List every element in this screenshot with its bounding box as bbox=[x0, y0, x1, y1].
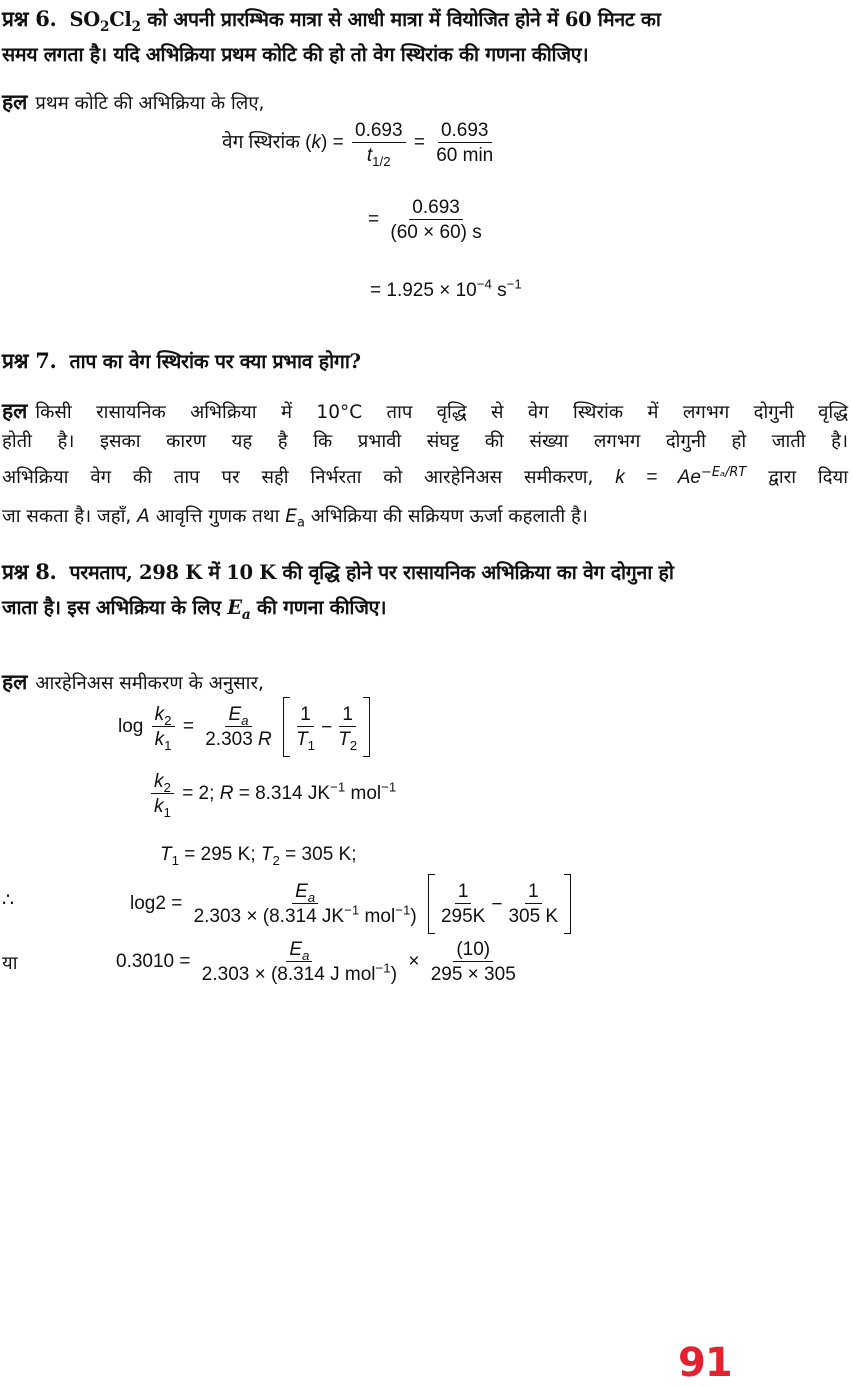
text: mol bbox=[359, 906, 396, 927]
unit: s bbox=[491, 280, 507, 301]
text: = 8.314 JK bbox=[233, 783, 331, 805]
text: ) bbox=[410, 906, 417, 927]
eq-lhs: वेग स्थिरांक ( bbox=[222, 132, 312, 154]
text: अभिक्रिया की सक्रियण ऊर्जा कहलाती है। bbox=[304, 506, 588, 527]
exponent: −4 bbox=[476, 276, 492, 292]
equation-result bbox=[370, 276, 522, 301]
fraction bbox=[433, 121, 496, 165]
solution-8-intro bbox=[2, 671, 264, 694]
result-value: = 1.925 × 10 bbox=[370, 280, 477, 301]
text: mol bbox=[345, 783, 382, 805]
e: E bbox=[228, 704, 242, 725]
page-number: 91 bbox=[678, 1340, 732, 1386]
equation-arrhenius-log bbox=[118, 697, 370, 757]
numerator bbox=[292, 882, 318, 904]
denominator bbox=[293, 727, 318, 753]
sub: 1 bbox=[171, 852, 180, 868]
left-bracket bbox=[428, 874, 435, 934]
therefore-symbol: ∴ bbox=[2, 890, 15, 911]
formula-so: SO bbox=[69, 8, 100, 31]
question-6-label: प्रश्न 6. bbox=[2, 6, 57, 31]
eq-lhs-close: ) = bbox=[321, 132, 344, 154]
t: t bbox=[366, 145, 373, 166]
numerator: 0.693 bbox=[409, 198, 463, 220]
solution-label: हल bbox=[2, 89, 28, 114]
sub: a bbox=[307, 889, 316, 905]
t: T bbox=[296, 729, 308, 750]
fraction bbox=[505, 882, 561, 926]
equation-ratio-and-r bbox=[148, 771, 397, 820]
solution-7-line-1 bbox=[2, 400, 848, 423]
fraction bbox=[152, 704, 175, 753]
numerator: 0.693 bbox=[352, 121, 406, 143]
bracket-group bbox=[428, 874, 571, 934]
t: T bbox=[160, 844, 172, 865]
text: 2.303 × (8.314 JK bbox=[193, 906, 345, 927]
numerator bbox=[225, 705, 251, 727]
sub: a bbox=[302, 947, 310, 963]
symbol-e: E bbox=[227, 596, 242, 619]
equation-log2 bbox=[130, 874, 571, 934]
minus: − bbox=[491, 893, 503, 915]
sub: 1 bbox=[163, 804, 171, 820]
symbol-a: A bbox=[137, 506, 150, 527]
text: = 2; bbox=[182, 783, 220, 805]
exp: −1 bbox=[375, 960, 391, 976]
equation-temperatures bbox=[160, 844, 357, 868]
fraction bbox=[438, 882, 488, 926]
e: E bbox=[289, 939, 303, 960]
text: ) bbox=[390, 964, 398, 985]
eq-k: k bbox=[311, 132, 322, 154]
numerator: 1 bbox=[339, 705, 356, 727]
denominator bbox=[151, 794, 174, 820]
half: 1/2 bbox=[372, 153, 391, 169]
numerator bbox=[152, 705, 175, 727]
arrhenius-equation: k = Ae bbox=[615, 467, 701, 488]
denominator bbox=[335, 727, 360, 753]
times: × bbox=[408, 951, 420, 973]
question-7-text: ताप का वेग स्थिरांक पर क्या प्रभाव होगा? bbox=[69, 350, 361, 373]
equation-rate-constant bbox=[222, 120, 499, 169]
exponent: −1 bbox=[381, 779, 397, 795]
question-6-line-1 bbox=[2, 6, 661, 35]
text: द्वारा दिया bbox=[746, 467, 848, 488]
minus: − bbox=[321, 716, 333, 738]
subscript: a bbox=[241, 606, 251, 623]
fraction bbox=[202, 705, 275, 749]
denominator: 295K bbox=[440, 906, 486, 927]
solution-8-intro-text: आरहेनिअस समीकरण के अनुसार, bbox=[35, 673, 264, 694]
sub: 2 bbox=[349, 737, 358, 753]
fraction bbox=[352, 120, 406, 169]
log: log bbox=[118, 716, 144, 738]
numerator: 1 bbox=[455, 882, 472, 904]
sub: 2 bbox=[164, 712, 172, 728]
numerator bbox=[286, 940, 312, 962]
exp: −1 bbox=[344, 902, 360, 918]
fraction bbox=[151, 771, 174, 820]
fraction bbox=[191, 882, 420, 926]
subscript: a bbox=[296, 515, 305, 531]
fraction bbox=[199, 940, 400, 984]
question-7 bbox=[2, 350, 361, 372]
question-8-label: प्रश्न 8. bbox=[2, 559, 57, 584]
exp: −1 bbox=[395, 902, 411, 918]
question-8-text: परमताप, 298 K में 10 K की वृद्धि होने पर रासायनिक अभिक्रिया का वेग दोगुना हो bbox=[69, 561, 674, 584]
denominator bbox=[152, 727, 175, 753]
fraction bbox=[335, 704, 360, 753]
r: R bbox=[219, 783, 234, 805]
e: E bbox=[295, 881, 308, 902]
text: की गणना कीजिए। bbox=[250, 596, 387, 619]
denominator: (60 × 60) s bbox=[390, 222, 482, 243]
sub: 1 bbox=[307, 737, 316, 753]
sub: a bbox=[241, 712, 249, 728]
denominator bbox=[364, 143, 394, 169]
question-6-text: को अपनी प्रारम्भिक मात्रा से आधी मात्रा में वियोजित होने में 60 मिनट का bbox=[140, 8, 661, 31]
solution-label: हल bbox=[2, 398, 28, 423]
formula-sub: 2 bbox=[131, 18, 141, 35]
numerator: 1 bbox=[525, 882, 542, 904]
solution-7-line-4 bbox=[2, 506, 588, 531]
solution-7-line-3 bbox=[2, 464, 848, 488]
text: जा सकता है। जहाँ, bbox=[2, 506, 138, 527]
exponent: −Eₐ/RT bbox=[700, 464, 747, 480]
equation-0-3010 bbox=[116, 940, 522, 984]
fraction bbox=[428, 940, 519, 984]
denominator: 295 × 305 bbox=[430, 964, 516, 985]
k: k bbox=[154, 729, 165, 750]
text: अभिक्रिया वेग की ताप पर सही निर्भरता को आरहेनिअस समीकरण, bbox=[2, 467, 616, 488]
right-bracket bbox=[363, 697, 370, 757]
denominator: 60 min bbox=[436, 145, 494, 166]
equals: = bbox=[368, 209, 380, 231]
question-7-label: प्रश्न 7. bbox=[2, 348, 57, 373]
formula-cl: Cl bbox=[109, 8, 132, 31]
text: 2.303 × (8.314 J mol bbox=[201, 964, 376, 985]
fraction bbox=[293, 704, 318, 753]
right-bracket bbox=[564, 874, 571, 934]
text: = 305 K; bbox=[279, 844, 357, 865]
question-8-line-1 bbox=[2, 561, 674, 583]
t: T bbox=[260, 844, 273, 865]
equals: = bbox=[182, 716, 194, 738]
left-bracket bbox=[283, 697, 290, 757]
symbol-e: E bbox=[285, 506, 297, 527]
formula-sub: 2 bbox=[99, 18, 110, 35]
solution-label: हल bbox=[2, 669, 28, 694]
question-8-line-2 bbox=[2, 596, 387, 623]
solution-6-intro-text: प्रथम कोटि की अभिक्रिया के लिए, bbox=[35, 93, 265, 114]
denominator bbox=[191, 904, 420, 926]
sub: 2 bbox=[163, 779, 171, 795]
text: जाता है। इस अभिक्रिया के लिए bbox=[2, 596, 228, 619]
numerator: 1 bbox=[297, 705, 314, 727]
k: k bbox=[154, 796, 164, 817]
r: R bbox=[258, 729, 272, 750]
equation-step-2 bbox=[368, 198, 488, 242]
text: 2.303 bbox=[205, 729, 259, 750]
sub: 2 bbox=[272, 852, 280, 868]
equals: = bbox=[413, 132, 425, 154]
text: आवृत्ति गुणक तथा bbox=[149, 506, 286, 527]
denominator bbox=[199, 962, 400, 984]
exponent: −1 bbox=[330, 779, 346, 795]
exponent: −1 bbox=[506, 276, 522, 292]
sub: 1 bbox=[164, 737, 172, 753]
numerator bbox=[151, 772, 174, 794]
lhs: log2 = bbox=[130, 893, 183, 915]
t: T bbox=[338, 729, 350, 750]
text: = 295 K; bbox=[179, 844, 261, 865]
solution-7-text: किसी रासायनिक अभिक्रिया में 10°C ताप वृद्धि से वेग स्थिरांक में लगभग दोगुनी वृद्धि bbox=[35, 402, 848, 423]
solution-7-line-2: होती है। इसका कारण यह है कि प्रभावी संघट्ट की संख्या लगभग दोगुनी हो जाती है। bbox=[2, 431, 848, 452]
ya-label: या bbox=[2, 953, 18, 974]
fraction bbox=[387, 198, 484, 242]
solution-6-intro bbox=[2, 91, 264, 114]
numerator: 0.693 bbox=[438, 121, 492, 143]
k: k bbox=[154, 704, 165, 725]
lhs: 0.3010 = bbox=[116, 951, 191, 973]
question-6-line-2: समय लगता है। यदि अभिक्रिया प्रथम कोटि की हो तो वेग स्थिरांक की गणना कीजिए। bbox=[2, 43, 589, 66]
k: k bbox=[154, 771, 164, 792]
denominator bbox=[202, 727, 275, 749]
bracket-group bbox=[283, 697, 370, 757]
denominator: 305 K bbox=[508, 906, 559, 927]
numerator: (10) bbox=[453, 940, 493, 962]
